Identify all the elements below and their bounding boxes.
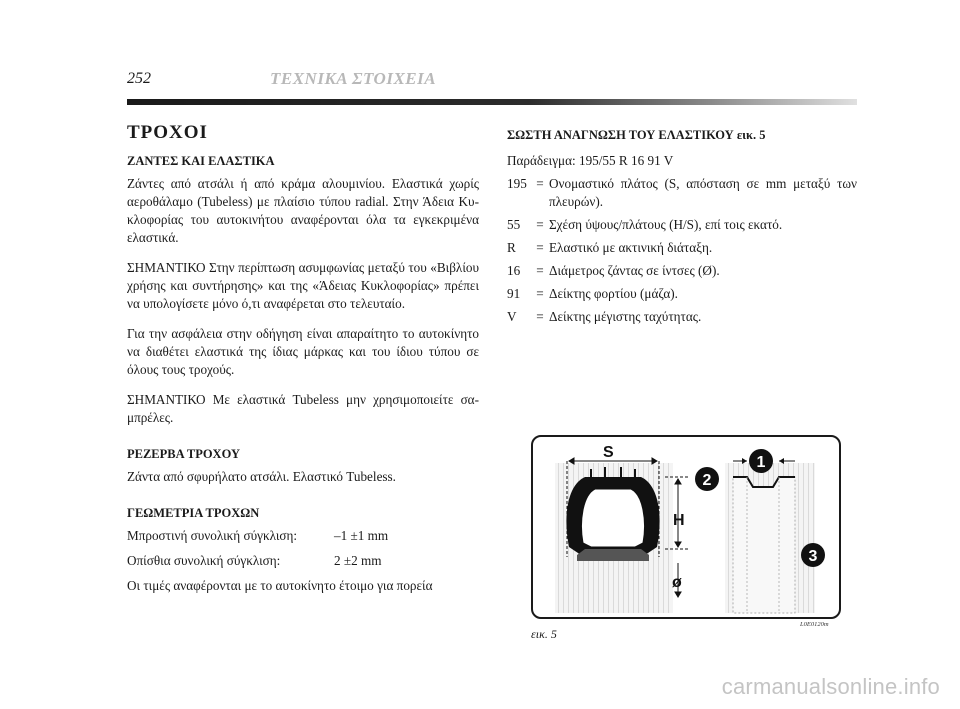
code-row xyxy=(507,262,857,280)
paragraph-important-registration: ΣΗΜΑΝΤΙΚΟ Στην περίπτωση ασυμφωνίας μεταξύ του «Βιβλίου χρήσης και συντήρησης» και της «Άδειας Κυκλοφορίας» πρέπει να υπολογίσετε μόνο ό,τι αναφέρεται στο τελευταίο. xyxy=(127,260,479,311)
marker-1 xyxy=(749,449,773,473)
tyre-tread-detail xyxy=(725,458,815,613)
code-description: Ονομαστικό πλάτος (S, απόσταση σε mm μεταξύ των πλευρών). xyxy=(549,176,857,209)
code-key: 16 xyxy=(507,263,521,278)
code-key: R xyxy=(507,240,516,255)
label-diameter: ø xyxy=(672,574,682,591)
code-row xyxy=(507,216,857,234)
code-equals: = xyxy=(536,309,544,324)
left-column xyxy=(127,124,479,595)
section-heading-rims-tyres: ΖΑΝΤΕΣ ΚΑΙ ΕΛΑΣΤΙΚΑ xyxy=(127,154,275,168)
code-equals: = xyxy=(536,217,544,232)
code-description: Ελαστικό με ακτινική διάταξη. xyxy=(549,240,713,255)
geometry-row-rear xyxy=(127,552,479,570)
marker-3 xyxy=(801,543,825,567)
code-description: Διάμετρος ζάντας σε ίντσες (Ø). xyxy=(549,263,720,278)
figure-code: L0E0120m xyxy=(800,621,829,628)
page-number: 252 xyxy=(127,70,151,87)
tyre-cross-section xyxy=(555,463,673,613)
running-title: ΤΕΧΝΙΚΑ ΣΤΟΙΧΕΙΑ xyxy=(270,69,437,88)
code-description: Δείκτης φορτίου (μάζα). xyxy=(549,286,678,301)
paragraph-geometry-note: Οι τιμές αναφέρονται με το αυτοκίνητο έτοιμο για πορεία xyxy=(127,578,433,593)
code-key: 195 xyxy=(507,176,527,191)
code-row xyxy=(507,239,857,257)
code-equals: = xyxy=(536,286,544,301)
marker-2-label: 2 xyxy=(702,472,712,489)
tyre-example: Παράδειγμα: 195/55 R 16 91 V xyxy=(507,153,674,168)
geometry-label: Μπροστινή συνολική σύγκλιση: xyxy=(127,528,298,543)
section-heading-spare-wheel: ΡΕΖΕΡΒΑ ΤΡΟΧΟΥ xyxy=(127,447,241,461)
code-row xyxy=(507,308,857,326)
code-description: Δείκτης μέγιστης ταχύτητας. xyxy=(549,309,702,324)
figure-caption: εικ. 5 xyxy=(531,627,557,641)
geometry-label: Οπίσθια συνολική σύγκλιση: xyxy=(127,553,281,568)
code-key: 55 xyxy=(507,217,521,232)
geometry-row-front xyxy=(127,527,479,545)
geometry-value: –1 ±1 mm xyxy=(334,528,389,543)
paragraph-safety: Για την ασφάλεια στην οδήγηση είναι απαραίτητο το αυτοκίνητο να διαθέτει ελαστικά της ίδιας μάρκας και του ίδιου τύπου σε όλους τους τροχούς. xyxy=(127,326,479,377)
code-description: Σχέση ύψους/πλάτους (H/S), επί τοις εκατό. xyxy=(549,217,783,232)
header-rule xyxy=(127,99,857,105)
label-height-h: H xyxy=(673,512,685,529)
main-heading: ΤΡΟΧΟΙ xyxy=(127,122,208,143)
section-heading-wheel-geometry: ΓΕΩΜΕΤΡΙΑ ΤΡΟΧΩΝ xyxy=(127,506,260,520)
paragraph-rims-tyres: Ζάντες από ατσάλι ή από κράμα αλουμινίου. Ελαστικά χωρίς αεροθάλαμο (Tubeless) με πλαίσιο τύπου radial. Στην Άδεια Κυκλοφορίας του αυτοκινήτου αναφέρονται όλα τα εγκεκριμένα ελαστικά. xyxy=(127,176,479,245)
watermark: carmanualsonline.info xyxy=(721,674,940,699)
code-key: V xyxy=(507,309,517,324)
code-equals: = xyxy=(536,176,544,191)
code-equals: = xyxy=(536,263,544,278)
geometry-value: 2 ±2 mm xyxy=(334,553,382,568)
code-row xyxy=(507,285,857,303)
paragraph-important-tubeless: ΣΗΜΑΝΤΙΚΟ Με ελαστικά Tubeless μην χρησιμοποιείτε σαμπρέλες. xyxy=(127,392,479,425)
marker-1-label: 1 xyxy=(756,454,766,471)
marker-2 xyxy=(695,467,719,491)
code-equals: = xyxy=(536,240,544,255)
right-column xyxy=(507,126,857,331)
label-width-s: S xyxy=(603,444,614,461)
paragraph-spare-wheel: Ζάντα από σφυρήλατο ατσάλι. Ελαστικό Tubeless. xyxy=(127,469,396,484)
tyre-diagram xyxy=(531,435,841,619)
code-row xyxy=(507,175,857,211)
code-key: 91 xyxy=(507,286,521,301)
section-heading-tyre-reading: ΣΩΣΤΗ ΑΝΑΓΝΩΣΗ ΤΟΥ ΕΛΑΣΤΙΚΟΥ εικ. 5 xyxy=(507,128,766,142)
marker-3-label: 3 xyxy=(808,548,818,565)
